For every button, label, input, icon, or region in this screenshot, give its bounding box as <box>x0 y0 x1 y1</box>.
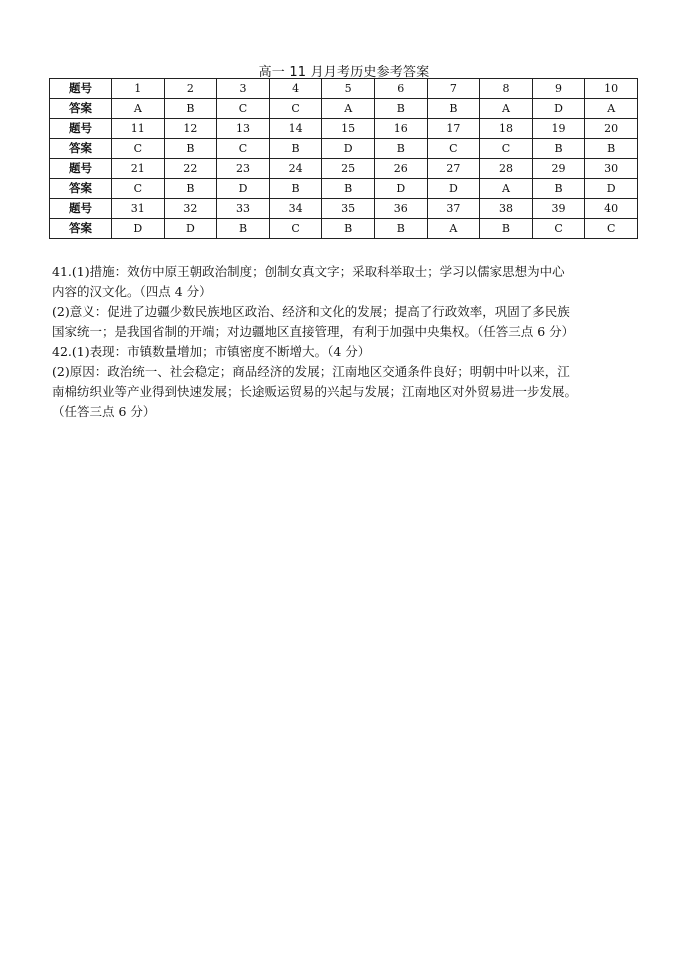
table-cell: D <box>112 219 165 239</box>
table-cell: 29 <box>532 159 585 179</box>
table-cell: B <box>374 219 427 239</box>
table-cell: 26 <box>374 159 427 179</box>
table-cell: C <box>217 99 270 119</box>
table-cell: 13 <box>217 119 270 139</box>
table-cell: 9 <box>532 79 585 99</box>
table-cell: 3 <box>217 79 270 99</box>
row-label: 答案 <box>50 219 112 239</box>
row-label: 题号 <box>50 159 112 179</box>
table-cell: 17 <box>427 119 480 139</box>
table-cell: D <box>585 179 638 199</box>
table-cell: 27 <box>427 159 480 179</box>
table-cell: C <box>269 219 322 239</box>
table-cell: B <box>427 99 480 119</box>
answer-key-table <box>49 78 638 239</box>
answer-line: 南棉纺织业等产业得到快速发展；长途贩运贸易的兴起与发展；江南地区对外贸易进一步发展。 <box>52 384 578 399</box>
table-cell: A <box>427 219 480 239</box>
answer-explanations <box>52 262 662 422</box>
table-cell: B <box>164 139 217 159</box>
table-cell: 6 <box>374 79 427 99</box>
table-cell: 19 <box>532 119 585 139</box>
table-row <box>50 79 638 99</box>
table-cell: D <box>322 139 375 159</box>
answer-line: （任答三点 6 分） <box>52 404 156 419</box>
row-label: 答案 <box>50 179 112 199</box>
table-cell: 2 <box>164 79 217 99</box>
table-cell: D <box>532 99 585 119</box>
answer-line: (2)意义：促进了边疆少数民族地区政治、经济和文化的发展；提高了行政效率，巩固了多民族 <box>52 304 570 319</box>
answer-line: 42.(1)表现：市镇数量增加；市镇密度不断增大。（4 分） <box>52 344 371 359</box>
table-cell: C <box>217 139 270 159</box>
table-cell: B <box>480 219 533 239</box>
table-cell: B <box>269 139 322 159</box>
table-cell: 16 <box>374 119 427 139</box>
table-cell: 28 <box>480 159 533 179</box>
table-cell: 12 <box>164 119 217 139</box>
table-cell: 18 <box>480 119 533 139</box>
table-cell: A <box>585 99 638 119</box>
table-cell: 22 <box>164 159 217 179</box>
table-cell: B <box>374 99 427 119</box>
table-cell: 33 <box>217 199 270 219</box>
table-cell: C <box>585 219 638 239</box>
table-cell: 15 <box>322 119 375 139</box>
table-cell: B <box>164 99 217 119</box>
table-cell: 34 <box>269 199 322 219</box>
table-cell: C <box>427 139 480 159</box>
table-cell: 36 <box>374 199 427 219</box>
table-cell: A <box>480 99 533 119</box>
table-cell: C <box>112 179 165 199</box>
table-row <box>50 99 638 119</box>
table-cell: 5 <box>322 79 375 99</box>
row-label: 题号 <box>50 199 112 219</box>
table-cell: A <box>112 99 165 119</box>
table-cell: 40 <box>585 199 638 219</box>
table-cell: 21 <box>112 159 165 179</box>
table-cell: 30 <box>585 159 638 179</box>
table-cell: D <box>164 219 217 239</box>
table-cell: 24 <box>269 159 322 179</box>
table-cell: B <box>532 179 585 199</box>
table-cell: C <box>480 139 533 159</box>
table-row <box>50 159 638 179</box>
table-cell: 32 <box>164 199 217 219</box>
table-row <box>50 219 638 239</box>
table-cell: B <box>322 219 375 239</box>
table-cell: 1 <box>112 79 165 99</box>
table-cell: A <box>480 179 533 199</box>
table-cell: 11 <box>112 119 165 139</box>
row-label: 答案 <box>50 99 112 119</box>
table-cell: A <box>322 99 375 119</box>
document-title: 高一 11 月月考历史参考答案 <box>258 65 430 80</box>
table-row <box>50 179 638 199</box>
table-cell: 31 <box>112 199 165 219</box>
table-cell: D <box>427 179 480 199</box>
table-cell: 37 <box>427 199 480 219</box>
table-row <box>50 119 638 139</box>
table-cell: D <box>217 179 270 199</box>
table-cell: B <box>532 139 585 159</box>
answer-line: 41.(1)措施：效仿中原王朝政治制度；创制女真文字；采取科举取士；学习以儒家思想为中心 <box>52 264 565 279</box>
table-cell: 8 <box>480 79 533 99</box>
table-cell: 7 <box>427 79 480 99</box>
answer-line: (2)原因：政治统一、社会稳定；商品经济的发展；江南地区交通条件良好；明朝中叶以来，江 <box>52 364 570 379</box>
row-label: 答案 <box>50 139 112 159</box>
table-cell: B <box>217 219 270 239</box>
table-cell: B <box>585 139 638 159</box>
table-cell: C <box>112 139 165 159</box>
table-row <box>50 199 638 219</box>
table-cell: 23 <box>217 159 270 179</box>
answer-line: 内容的汉文化。（四点 4 分） <box>52 284 212 299</box>
table-cell: 39 <box>532 199 585 219</box>
answer-line: 国家统一；是我国省制的开端；对边疆地区直接管理，有利于加强中央集权。（任答三点 6 分） <box>52 324 575 339</box>
table-cell: 25 <box>322 159 375 179</box>
table-cell: B <box>164 179 217 199</box>
table-cell: B <box>269 179 322 199</box>
table-row <box>50 139 638 159</box>
table-cell: 35 <box>322 199 375 219</box>
table-cell: C <box>532 219 585 239</box>
table-cell: 14 <box>269 119 322 139</box>
table-cell: 38 <box>480 199 533 219</box>
table-cell: 10 <box>585 79 638 99</box>
table-cell: B <box>374 139 427 159</box>
table-cell: C <box>269 99 322 119</box>
row-label: 题号 <box>50 119 112 139</box>
table-cell: 20 <box>585 119 638 139</box>
table-cell: D <box>374 179 427 199</box>
table-cell: B <box>322 179 375 199</box>
row-label: 题号 <box>50 79 112 99</box>
table-cell: 4 <box>269 79 322 99</box>
